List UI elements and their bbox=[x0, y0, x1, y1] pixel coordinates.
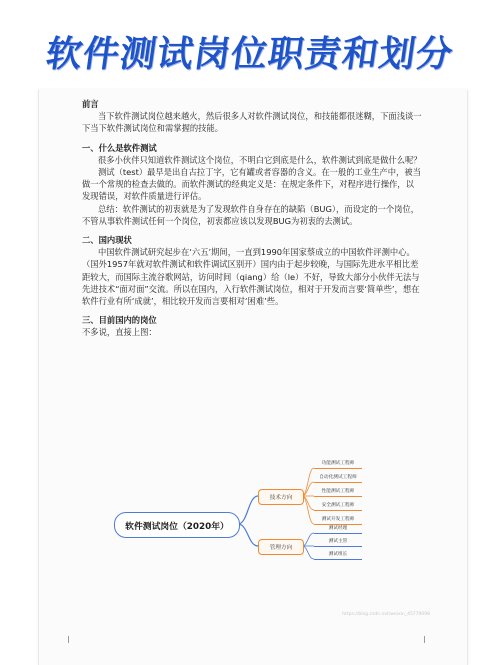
preface-heading: 前言 bbox=[82, 99, 99, 109]
source-watermark: https://blog.csdn.net/weixin_45779098 bbox=[342, 612, 430, 617]
leaf-test-development: 测试开发工程师 bbox=[314, 512, 362, 525]
leaf-test-supervisor: 测试主管 bbox=[314, 534, 362, 547]
title-banner bbox=[0, 0, 500, 90]
section1-paragraph-3: 总结：软件测试的初衷就是为了发现软件自身存在的缺陷（BUG），而设定的一个岗位，不管从事软件测试任何一个岗位，初衷都应该以发现BUG为初衷的去测试。 bbox=[82, 203, 420, 226]
section3-heading: 三、目前国内的岗位 bbox=[82, 315, 157, 326]
leaf-test-lead: 测试组长 bbox=[314, 547, 362, 560]
section3-paragraph-1: 不多说，直接上图： bbox=[82, 327, 157, 338]
section2-heading: 二、国内现状 bbox=[82, 235, 132, 246]
leaf-performance-test: 性能测试工程师 bbox=[314, 484, 362, 497]
document-body bbox=[82, 98, 422, 339]
job-mind-map bbox=[80, 460, 440, 610]
preface-text: 当下软件测试岗位越来越火，然后很多人对软件测试岗位，和技能都很迷糊，下面浅谈一下当下软件测试岗位和需掌握的技能。 bbox=[82, 111, 422, 134]
crop-mark-right bbox=[424, 636, 432, 643]
branch-management: 管理方向 bbox=[258, 539, 304, 555]
leaf-security-test: 安全测试工程师 bbox=[314, 498, 362, 511]
mind-map-root: 软件测试岗位（2020年） bbox=[114, 512, 240, 538]
section1-heading: 一、什么是软件测试 bbox=[82, 142, 157, 153]
leaf-functional-test: 功能测试工程师 bbox=[314, 456, 362, 469]
leaf-test-manager: 测试经理 bbox=[314, 521, 362, 534]
crop-mark-left bbox=[68, 636, 76, 643]
page-title: 软件测试岗位职责和划分 bbox=[43, 34, 456, 75]
branch-technical: 技术方向 bbox=[258, 489, 304, 505]
section1-paragraph-1: 很多小伙伴只知道软件测试这个岗位，不明白它到底是什么，软件测试到底是做什么呢？ bbox=[98, 154, 422, 165]
section1-paragraph-2: 测试（test）最早是出自古拉丁字，它有罐或者容器的含义。在一般的工业生产中，被当做一个常规的检查去做的。而软件测试的经典定义是：在规定条件下，对程序进行操作，以发现错误，对软件质量进行评估。 bbox=[82, 167, 421, 202]
leaf-automation-test: 自动化测试工程师 bbox=[314, 470, 362, 483]
section2-paragraph-1: 中国软件测试研究起步在‘六五’期间，一直到1990年国家蔡成立的中国软件评测中心。（国外1957年就对软件测试和软件调试区别开）国内由于起步较晚，与国际先进水平相比差距较大，而国际主流谷歌网站，访问时间（qiang）给（le）不好，导致大部分小伙伴无法与先进技术“面对面”交流。所以在国内，入行软件测试岗位，相对于开发而言要‘简单些’，想在软件行业有所‘成就’，相比较开发而言要相对‘困难’些。 bbox=[82, 247, 420, 307]
